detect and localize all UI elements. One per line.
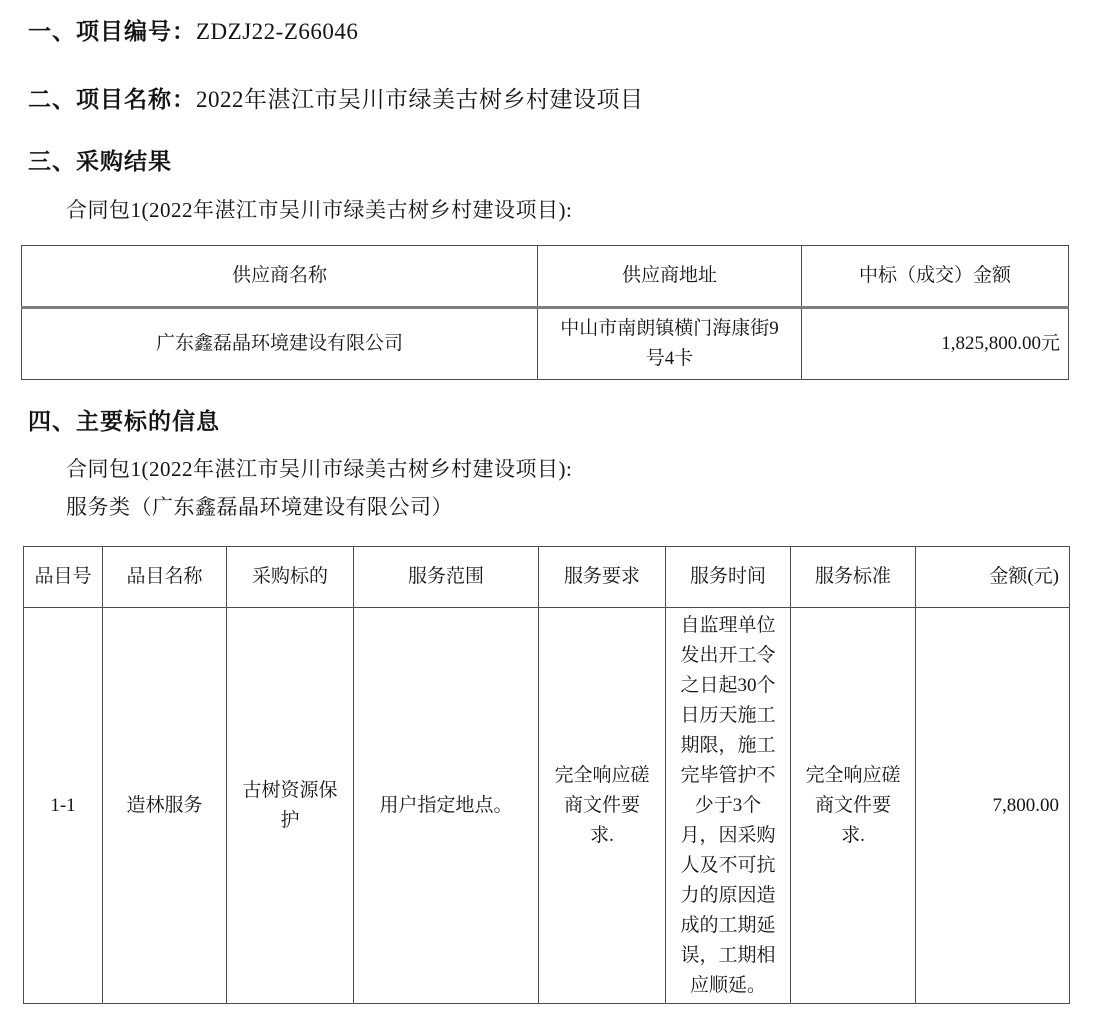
detail-table-row xyxy=(24,608,1070,1004)
procurement-result-heading: 三、采购结果 xyxy=(28,149,172,174)
service-category-line: 服务类（广东鑫磊晶环境建设有限公司） xyxy=(66,495,453,519)
contract-package-line-2: 合同包1(2022年湛江市吴川市绿美古树乡村建设项目): xyxy=(66,457,573,481)
cell-service-standard: 完全响应磋商文件要求. xyxy=(791,608,916,1004)
cell-amount: 7,800.00 xyxy=(916,608,1070,1004)
project-number-value: ZDZJ22-Z66046 xyxy=(196,19,359,44)
header-award-amount: 中标（成交）金额 xyxy=(802,246,1069,308)
cell-service-scope: 用户指定地点。 xyxy=(354,608,539,1004)
cell-item-no: 1-1 xyxy=(24,608,103,1004)
header-supplier-address: 供应商地址 xyxy=(538,246,802,308)
cell-procurement-target: 古树资源保护 xyxy=(227,608,354,1004)
header-procurement-target: 采购标的 xyxy=(227,547,354,608)
project-number-heading xyxy=(28,0,1093,46)
header-service-time: 服务时间 xyxy=(666,547,791,608)
cell-supplier-name: 广东鑫磊晶环境建设有限公司 xyxy=(22,308,538,380)
header-service-scope: 服务范围 xyxy=(354,547,539,608)
project-name-heading xyxy=(28,85,1093,114)
cell-service-requirement: 完全响应磋商文件要求. xyxy=(539,608,666,1004)
header-amount: 金额(元) xyxy=(916,547,1070,608)
cell-service-time: 自监理单位发出开工令之日起30个日历天施工期限，施工完毕管护不少于3个月，因采购人及不可抗力的原因造成的工期延误，工期相应顺延。 xyxy=(666,608,791,1004)
result-table xyxy=(21,245,1069,380)
cell-item-name: 造林服务 xyxy=(103,608,227,1004)
result-table-row xyxy=(22,308,1069,380)
detail-table-header-row xyxy=(24,547,1070,608)
header-service-standard: 服务标准 xyxy=(791,547,916,608)
result-table-header-row xyxy=(22,246,1069,308)
header-item-name: 品目名称 xyxy=(103,547,227,608)
header-service-requirement: 服务要求 xyxy=(539,547,666,608)
cell-supplier-address: 中山市南朗镇横门海康街9号4卡 xyxy=(538,308,802,380)
contract-package-line-1: 合同包1(2022年湛江市吴川市绿美古树乡村建设项目): xyxy=(66,198,573,222)
project-name-label: 二、项目名称： xyxy=(28,87,196,112)
detail-table xyxy=(23,546,1070,1004)
header-supplier-name: 供应商名称 xyxy=(22,246,538,308)
cell-award-amount: 1,825,800.00元 xyxy=(802,308,1069,380)
project-number-label: 一、项目编号： xyxy=(28,19,196,44)
main-subject-heading: 四、主要标的信息 xyxy=(28,409,220,434)
header-item-no: 品目号 xyxy=(24,547,103,608)
project-name-value: 2022年湛江市吴川市绿美古树乡村建设项目 xyxy=(196,87,644,112)
